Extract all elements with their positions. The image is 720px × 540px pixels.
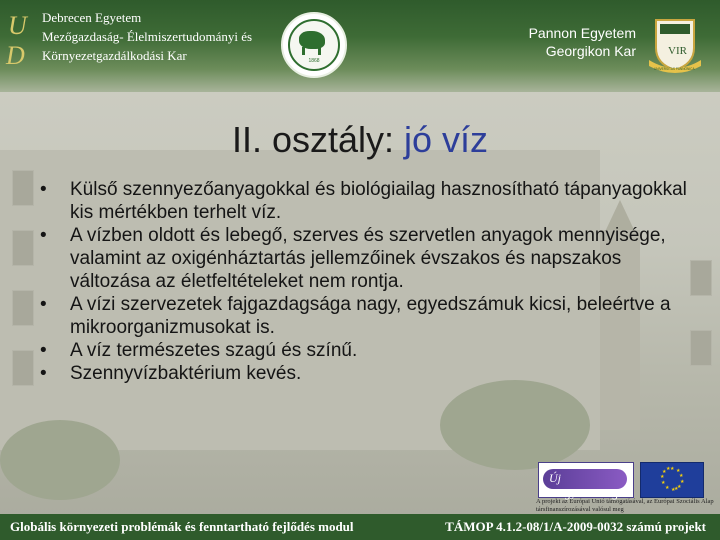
svg-text:★: ★ — [662, 469, 667, 475]
svg-text:★: ★ — [666, 466, 671, 472]
svg-text:★: ★ — [680, 479, 685, 485]
faculty-seal-icon — [281, 12, 347, 78]
svg-text:★: ★ — [661, 480, 666, 486]
bullet-item — [40, 224, 690, 293]
bullet-text: A vízben oldott és lebegő, szerves és szervetlen anyagok mennyisége, valamint az oxigénháztartás jellemzőinek évszakos és napszakos változása az életfeltételeket nem rontja. — [70, 225, 666, 292]
bullet-text: A vízi szervezetek fajgazdagsága nagy, egyedszámuk kicsi, beleértve a mikroorganizmusokat is. — [70, 294, 671, 338]
seal-year: 1868 — [308, 58, 320, 64]
shield-text: VIR — [668, 45, 687, 57]
pannon-university-title — [480, 24, 636, 60]
bullet-dot: • — [40, 294, 47, 315]
svg-text:★: ★ — [677, 484, 682, 490]
bullet-dot: • — [40, 179, 47, 200]
bullet-list — [40, 178, 690, 385]
building-window — [12, 350, 34, 386]
building-window — [12, 170, 34, 206]
uj-magyarorszag-logo — [538, 462, 634, 498]
header-banner — [0, 0, 720, 92]
svg-text:U: U — [8, 11, 27, 40]
right-title-line: Georgikon Kar — [545, 43, 636, 59]
building-window — [690, 330, 712, 366]
svg-text:★: ★ — [665, 485, 670, 491]
footer-module-name: Globális környezeti problémák és fenntartható fejlődés modul — [10, 519, 354, 534]
eu-funding-caption: A projekt az Európai Unió támogatásával, az Európai Szociális Alap társfinanszírozásával valósul meg — [536, 498, 714, 513]
bullet-dot: • — [40, 363, 47, 384]
seal-animal-leg — [302, 47, 305, 55]
left-title-line: Mezőgazdaság- Élelmiszertudományi és — [42, 29, 253, 44]
slide-title — [0, 118, 720, 162]
slide-title-accent: jó víz — [404, 119, 489, 160]
uj-logo-text: Új Magyarország — [549, 471, 619, 500]
svg-text:★: ★ — [676, 468, 681, 474]
shield-ribbon-text: UNIVERSITAS PANNONICA — [654, 67, 695, 71]
building-window — [690, 260, 712, 296]
seal-animal-leg — [318, 47, 321, 55]
bullet-item — [40, 339, 690, 362]
bullet-item — [40, 362, 690, 385]
building-window — [12, 230, 34, 266]
slide-title-main: II. osztály: — [231, 119, 405, 160]
bullet-item — [40, 293, 690, 339]
footer-project-id: TÁMOP 4.1.2-08/1/A-2009-0032 számú projekt — [445, 519, 706, 534]
bullet-text: Külső szennyezőanyagokkal és biológiailag hasznosítható tápanyagokkal kis mértékben terhelt víz. — [70, 179, 687, 223]
debrecen-university-title — [42, 8, 252, 65]
eu-flag-icon — [640, 462, 704, 498]
bullet-dot: • — [40, 225, 47, 246]
svg-text:★: ★ — [660, 474, 665, 480]
svg-text:★: ★ — [670, 466, 675, 472]
tree-foliage — [440, 380, 590, 470]
building-window — [12, 290, 34, 326]
pannon-shield-icon — [646, 14, 704, 78]
right-title-line: Pannon Egyetem — [528, 25, 636, 41]
footer-bar — [0, 514, 720, 540]
left-title-line: Debrecen Egyetem — [42, 10, 142, 25]
svg-text:★: ★ — [674, 486, 679, 492]
left-title-line: Környezetgazdálkodási Kar — [42, 48, 187, 63]
svg-text:D: D — [6, 41, 25, 68]
bullet-text: A víz természetes szagú és színű. — [70, 340, 358, 361]
ud-logo-icon — [4, 6, 30, 68]
svg-text:★: ★ — [679, 473, 684, 479]
tree-foliage — [0, 420, 120, 500]
svg-text:★: ★ — [671, 487, 676, 493]
bullet-dot: • — [40, 340, 47, 361]
bullet-item — [40, 178, 690, 224]
bullet-text: Szennyvízbaktérium kevés. — [70, 363, 302, 384]
